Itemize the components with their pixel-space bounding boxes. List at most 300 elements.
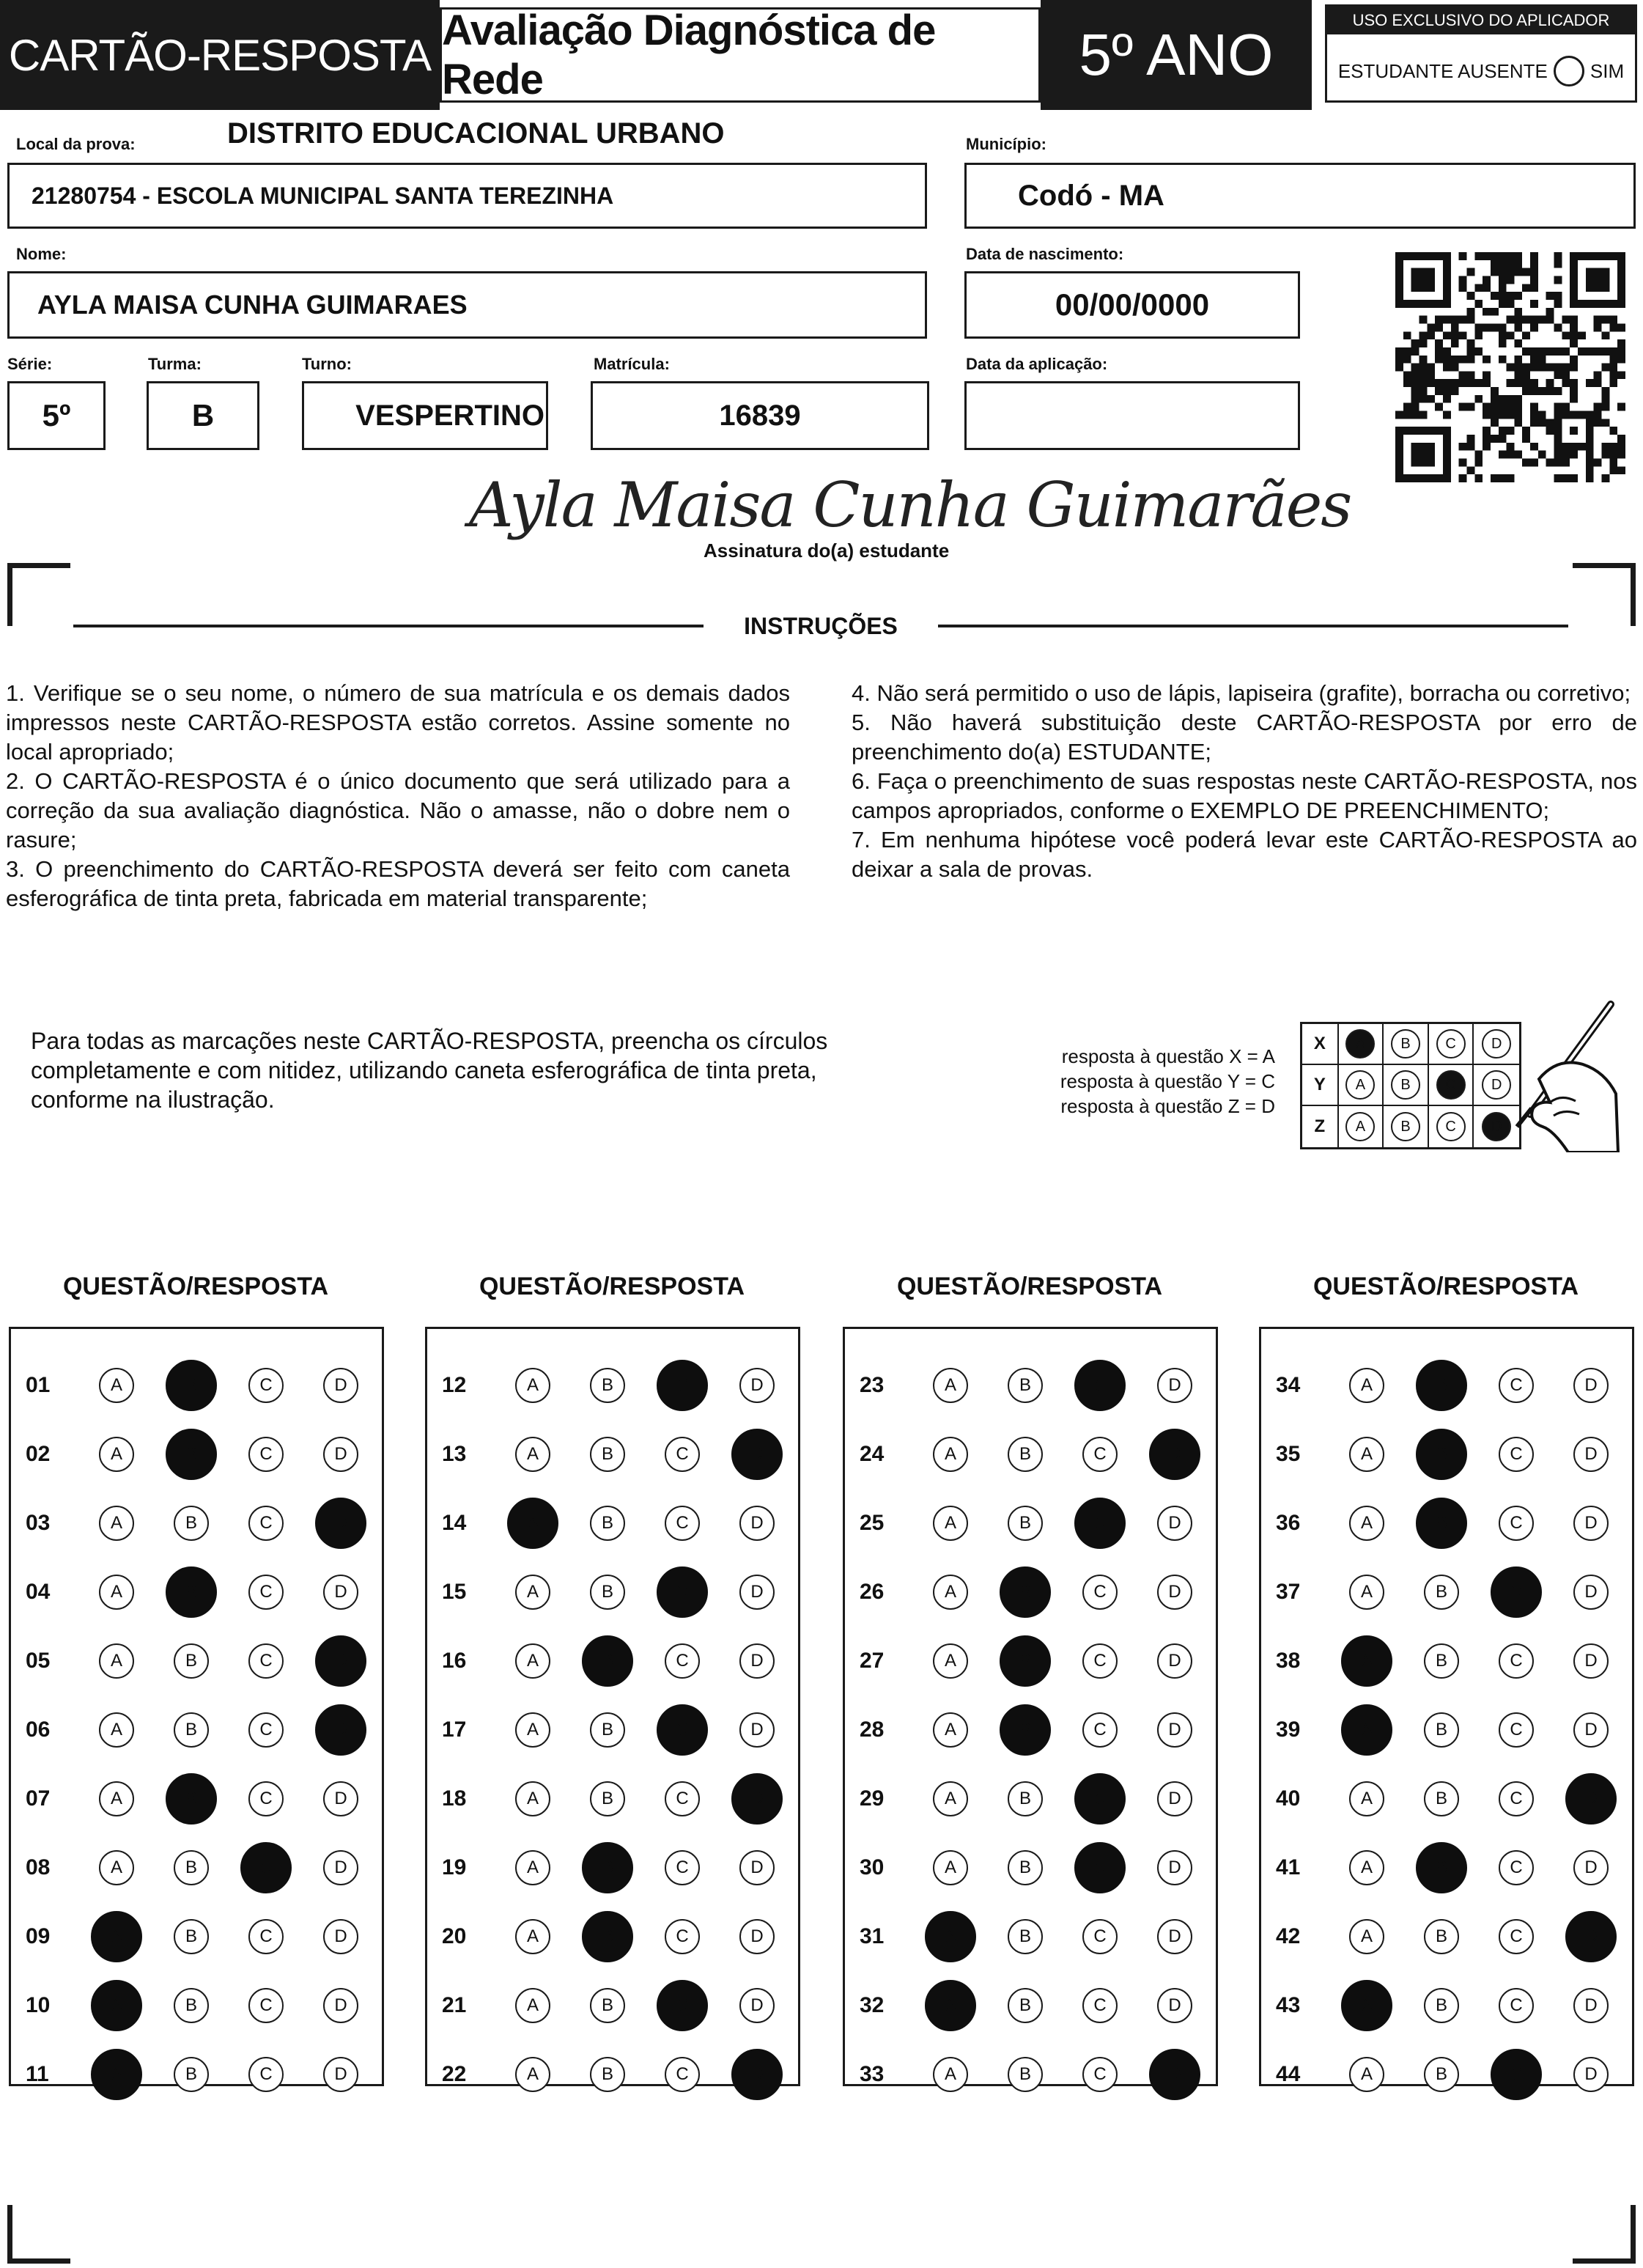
answer-bubble-d[interactable]: D [1565,1911,1617,1962]
question-number: 06 [26,1717,51,1742]
answer-bubble-b[interactable]: B [590,1368,625,1403]
answer-bubble-d[interactable]: D [731,2049,783,2100]
answer-bubble-d[interactable]: D [739,1368,775,1403]
answer-bubble-b[interactable]: B [174,1506,209,1541]
answer-row [427,1490,798,1556]
aplicacao-field[interactable] [964,381,1300,450]
answer-row [1261,2041,1632,2107]
answer-bubble-c[interactable]: C [657,1980,708,2031]
answer-bubble-c[interactable]: C [1074,1360,1126,1411]
answer-bubble-b[interactable]: B [590,2057,625,2092]
answer-bubble-a[interactable]: A [933,1506,968,1541]
answer-row [427,1421,798,1487]
question-number: 35 [1276,1442,1301,1466]
answer-bubble-a[interactable]: A [933,1712,968,1748]
answer-bubble-a[interactable]: A [1349,1368,1384,1403]
question-number: 44 [1276,2062,1301,2086]
answer-bubble-d[interactable]: D [323,2057,358,2092]
absent-label: ESTUDANTE AUSENTE [1337,59,1548,82]
answer-bubble-c[interactable]: C [248,1919,284,1954]
matricula-label: Matrícula: [594,355,670,373]
example-bubble: B [1391,1029,1420,1058]
answer-row [845,1835,1216,1901]
answer-bubble-a[interactable]: A [515,1643,550,1679]
answer-bubble-b[interactable]: B [1008,1919,1043,1954]
example-bubble: A [1345,1029,1375,1058]
answer-bubble-a[interactable]: A [933,1368,968,1403]
answer-bubble-c[interactable]: C [1082,2057,1118,2092]
answer-bubble-d[interactable]: D [1573,1575,1609,1610]
answer-bubble-b[interactable]: B [582,1635,633,1687]
answer-row [845,1490,1216,1556]
question-number: 17 [442,1717,467,1742]
example-question-label: Y [1302,1065,1339,1105]
example-option-cell [1339,1065,1384,1105]
question-number: 12 [442,1373,467,1397]
aplicacao-label: Data da aplicação: [966,355,1108,373]
answer-row [1261,1766,1632,1832]
answer-bubble-c[interactable]: C [1499,1437,1534,1472]
answer-bubble-a[interactable]: A [1349,1781,1384,1816]
answer-bubble-d[interactable]: D [323,1850,358,1885]
question-number: 02 [26,1442,51,1466]
answer-bubble-d[interactable]: D [1157,1919,1192,1954]
serie-label: Série: [7,355,53,373]
answer-row [845,1766,1216,1832]
answer-row [427,1973,798,2039]
answer-bubble-b[interactable]: B [1416,1498,1467,1549]
turma-label: Turma: [148,355,202,373]
question-number: 31 [860,1924,885,1948]
answer-bubble-b[interactable]: B [590,1781,625,1816]
answer-row [11,2041,382,2107]
answer-column-title: QUESTÃO/RESPOSTA [1312,1273,1579,1300]
answer-bubble-c[interactable]: C [665,2057,700,2092]
instruction-item: 4. Não será permitido o uso de lápis, lapiseira (grafite), borracha ou corretivo; [852,680,1631,706]
question-number: 34 [1276,1373,1301,1397]
corner-mark-bottom-right [1573,2205,1636,2264]
instruction-item: 1. Verifique se o seu nome, o número de sua matrícula e os demais dados impressos neste CARTÃO-RESPOSTA estão corretos. Assine somente no local apropriado; [6,680,790,765]
question-number: 18 [442,1786,467,1811]
answer-bubble-a[interactable]: A [515,1988,550,2023]
answer-bubble-d[interactable]: D [739,1643,775,1679]
example-bubble: B [1391,1070,1420,1100]
answer-bubble-d[interactable]: D [1573,1643,1609,1679]
answer-bubble-c[interactable]: C [1499,1781,1534,1816]
question-number: 30 [860,1855,885,1879]
answer-bubble-d[interactable]: D [315,1704,366,1756]
answer-bubble-b[interactable]: B [1008,1988,1043,2023]
answer-bubble-c[interactable]: C [1082,1643,1118,1679]
answer-bubble-b[interactable]: B [1424,1919,1459,1954]
answer-column-2 [425,1327,800,2086]
answer-bubble-c[interactable]: C [240,1842,292,1893]
answer-bubble-b[interactable]: B [582,1842,633,1893]
answer-row [11,1490,382,1556]
question-number: 26 [860,1580,885,1604]
answer-row [845,1628,1216,1694]
answer-row [11,1904,382,1970]
example-option-cell [1339,1106,1384,1147]
answer-bubble-a[interactable]: A [515,1919,550,1954]
answer-row [1261,1421,1632,1487]
answer-bubble-a[interactable]: A [99,1850,134,1885]
answer-bubble-d[interactable]: D [739,1919,775,1954]
answer-bubble-a[interactable]: A [933,1781,968,1816]
question-number: 21 [442,1993,467,2017]
example-bubble: D [1482,1112,1511,1141]
answer-column-4 [1259,1327,1634,2086]
answer-bubble-d[interactable]: D [1157,1506,1192,1541]
municipio-label: Município: [966,135,1046,153]
answer-row [845,2041,1216,2107]
answer-row [1261,1628,1632,1694]
district-name: DISTRITO EDUCACIONAL URBANO [227,117,725,150]
answer-bubble-a[interactable]: A [515,1712,550,1748]
corner-mark-top-right [1573,563,1636,626]
answer-column-1 [9,1327,384,2086]
answer-bubble-b[interactable]: B [1000,1566,1051,1618]
turno-field[interactable]: VESPERTINO [302,381,548,450]
answer-bubble-a[interactable]: A [99,1712,134,1748]
example-option-cell [1429,1065,1474,1105]
answer-bubble-a[interactable]: A [1349,1437,1384,1472]
example-bubble: C [1436,1070,1466,1100]
answer-row [427,1766,798,1832]
answer-bubble-c[interactable]: C [1082,1988,1118,2023]
answer-bubble-a[interactable]: A [91,1911,142,1962]
answer-bubble-d[interactable]: D [1157,1575,1192,1610]
answer-bubble-b[interactable]: B [174,1712,209,1748]
answer-bubble-b[interactable]: B [1008,2057,1043,2092]
example-question-label: Z [1302,1106,1339,1147]
answer-bubble-a[interactable]: A [933,2057,968,2092]
answer-bubble-d[interactable]: D [323,1919,358,1954]
example-legend-item: resposta à questão Y = C [1060,1070,1275,1092]
question-number: 42 [1276,1924,1301,1948]
answer-bubble-c[interactable]: C [1074,1498,1126,1549]
answer-bubble-c[interactable]: C [657,1704,708,1756]
question-number: 13 [442,1442,467,1466]
question-number: 24 [860,1442,885,1466]
question-number: 43 [1276,1993,1301,2017]
answer-bubble-d[interactable]: D [323,1575,358,1610]
answer-row [845,1421,1216,1487]
answer-bubble-d[interactable]: D [323,1781,358,1816]
answer-bubble-b[interactable]: B [1424,1781,1459,1816]
school-field[interactable]: 21280754 - ESCOLA MUNICIPAL SANTA TEREZINHA [7,163,927,229]
answer-bubble-b[interactable]: B [582,1911,633,1962]
answer-bubble-c[interactable]: C [1499,1850,1534,1885]
answer-bubble-b[interactable]: B [1416,1429,1467,1480]
answer-bubble-c[interactable]: C [665,1506,700,1541]
answer-bubble-c[interactable]: C [657,1566,708,1618]
answer-bubble-c[interactable]: C [665,1437,700,1472]
answer-bubble-d[interactable]: D [1157,1368,1192,1403]
answer-bubble-b[interactable]: B [1424,1643,1459,1679]
answer-bubble-d[interactable]: D [1157,1781,1192,1816]
answer-bubble-d[interactable]: D [1573,1368,1609,1403]
municipio-field[interactable]: Codó - MA [964,163,1636,229]
answer-row [845,1352,1216,1418]
answer-bubble-d[interactable]: D [1573,2057,1609,2092]
answer-bubble-c[interactable]: C [1491,1566,1542,1618]
instruction-item: 7. Em nenhuma hipótese você poderá levar este CARTÃO-RESPOSTA ao deixar a sala de provas. [852,827,1637,882]
answer-bubble-b[interactable]: B [1424,1988,1459,2023]
answer-row [427,1352,798,1418]
answer-bubble-c[interactable]: C [665,1643,700,1679]
question-number: 32 [860,1993,885,2017]
answer-bubble-a[interactable]: A [925,1980,976,2031]
nascimento-field[interactable]: 00/00/0000 [964,271,1300,339]
answer-bubble-d[interactable]: D [323,1368,358,1403]
answer-bubble-b[interactable]: B [174,2057,209,2092]
answer-bubble-a[interactable]: A [933,1437,968,1472]
answer-bubble-b[interactable]: B [590,1437,625,1472]
answer-bubble-c[interactable]: C [248,1781,284,1816]
answer-bubble-c[interactable]: C [248,1575,284,1610]
answer-bubble-a[interactable]: A [99,1506,134,1541]
answer-bubble-a[interactable]: A [933,1643,968,1679]
answer-bubble-d[interactable]: D [731,1773,783,1825]
example-option-cell [1429,1024,1474,1064]
answer-row [845,1559,1216,1625]
answer-bubble-d[interactable]: D [1573,1437,1609,1472]
example-option-cell [1429,1106,1474,1147]
answer-bubble-c[interactable]: C [1499,1506,1534,1541]
answer-bubble-b[interactable]: B [1008,1781,1043,1816]
question-number: 11 [26,2062,49,2086]
answer-bubble-a[interactable]: A [1349,1575,1384,1610]
hand-with-pen-icon [1488,998,1620,1152]
answer-bubble-b[interactable]: B [1000,1635,1051,1687]
answer-bubble-a[interactable]: A [1341,1980,1392,2031]
example-option-cell [1384,1106,1429,1147]
answer-bubble-c[interactable]: C [1082,1712,1118,1748]
answer-bubble-b[interactable]: B [590,1712,625,1748]
answer-bubble-a[interactable]: A [515,1368,550,1403]
question-number: 41 [1276,1855,1301,1879]
absent-checkbox[interactable] [1554,56,1584,86]
answer-bubble-d[interactable]: D [315,1635,366,1687]
answer-bubble-b[interactable]: B [174,1988,209,2023]
answer-bubble-b[interactable]: B [1008,1368,1043,1403]
answer-bubble-c[interactable]: C [1499,1919,1534,1954]
answer-bubble-a[interactable]: A [515,1850,550,1885]
instruction-item: 6. Faça o preenchimento de suas respostas neste CARTÃO-RESPOSTA, nos campos apropriados, conforme o EXEMPLO DE PREENCHIMENTO; [852,768,1637,823]
answer-bubble-a[interactable]: A [515,1781,550,1816]
answer-row [11,1697,382,1763]
applicator-box [1325,4,1637,103]
answer-row [427,1904,798,1970]
answer-bubble-d[interactable]: D [323,1437,358,1472]
matricula-field[interactable]: 16839 [591,381,929,450]
answer-row [1261,1490,1632,1556]
answer-bubble-b[interactable]: B [1416,1360,1467,1411]
answer-bubble-d[interactable]: D [739,1506,775,1541]
answer-bubble-c[interactable]: C [248,1712,284,1748]
answer-bubble-d[interactable]: D [739,1850,775,1885]
answer-bubble-b[interactable]: B [166,1566,217,1618]
turma-field[interactable]: B [147,381,259,450]
answer-bubble-a[interactable]: A [99,1368,134,1403]
answer-bubble-b[interactable]: B [174,1850,209,1885]
answer-row [427,1697,798,1763]
answer-row [427,2041,798,2107]
answer-bubble-d[interactable]: D [1573,1850,1609,1885]
answer-bubble-c[interactable]: C [1074,1773,1126,1825]
answer-bubble-c[interactable]: C [1499,1643,1534,1679]
answer-bubble-b[interactable]: B [590,1575,625,1610]
answer-bubble-d[interactable]: D [739,1712,775,1748]
answer-bubble-a[interactable]: A [933,1575,968,1610]
answer-row [11,1559,382,1625]
example-bubble: A [1345,1112,1375,1141]
example-row [1302,1106,1519,1147]
answer-bubble-d[interactable]: D [1157,1712,1192,1748]
serie-field[interactable]: 5º [7,381,106,450]
nome-field[interactable]: AYLA MAISA CUNHA GUIMARAES [7,271,927,339]
answer-bubble-a[interactable]: A [99,1643,134,1679]
answer-column-title: QUESTÃO/RESPOSTA [62,1273,329,1300]
answer-bubble-d[interactable]: D [1573,1712,1609,1748]
answer-bubble-b[interactable]: B [166,1360,217,1411]
answer-bubble-c[interactable]: C [1082,1919,1118,1954]
answer-bubble-b[interactable]: B [1008,1850,1043,1885]
question-number: 25 [860,1511,885,1535]
answer-bubble-b[interactable]: B [590,1988,625,2023]
answer-bubble-c[interactable]: C [248,1988,284,2023]
turno-label: Turno: [302,355,352,373]
answer-bubble-d[interactable]: D [1149,1429,1200,1480]
answer-bubble-d[interactable]: D [1157,1988,1192,2023]
answer-bubble-c[interactable]: C [1499,1368,1534,1403]
instruction-item: 5. Não haverá substituição deste CARTÃO-RESPOSTA por erro de preenchimento do(a) ESTUDANTE; [852,710,1637,765]
answer-bubble-c[interactable]: C [665,1919,700,1954]
example-text: Para todas as marcações neste CARTÃO-RESPOSTA, preencha os círculos completamente e com nitidez, utilizando caneta esferográfica de tinta preta, conforme na ilustração. [31,1028,828,1113]
answer-bubble-a[interactable]: A [925,1911,976,1962]
answer-bubble-b[interactable]: B [166,1773,217,1825]
nome-label: Nome: [16,245,67,263]
answer-bubble-d[interactable]: D [1573,1988,1609,2023]
answer-row [845,1904,1216,1970]
question-number: 14 [442,1511,467,1535]
answer-bubble-b[interactable]: B [1008,1437,1043,1472]
answer-bubble-c[interactable]: C [248,1643,284,1679]
answer-row [11,1835,382,1901]
answer-bubble-d[interactable]: D [323,1988,358,2023]
instruction-item: 3. O preenchimento do CARTÃO-RESPOSTA deverá ser feito com caneta esferográfica de tinta preta, fabricada em material transparente; [6,856,790,911]
answer-bubble-d[interactable]: D [1157,1643,1192,1679]
answer-bubble-c[interactable]: C [657,1360,708,1411]
answer-bubble-c[interactable]: C [248,1506,284,1541]
example-option-cell [1384,1065,1429,1105]
answer-row [11,1766,382,1832]
answer-bubble-a[interactable]: A [933,1850,968,1885]
answer-bubble-b[interactable]: B [1424,2057,1459,2092]
answer-bubble-b[interactable]: B [1424,1712,1459,1748]
answer-bubble-d[interactable]: D [739,1575,775,1610]
answer-row [11,1352,382,1418]
answer-bubble-a[interactable]: A [515,2057,550,2092]
answer-bubble-c[interactable]: C [1491,2049,1542,2100]
example-bubble: D [1482,1070,1511,1100]
answer-bubble-a[interactable]: A [1349,1850,1384,1885]
answer-bubble-a[interactable]: A [1349,1919,1384,1954]
answer-bubble-d[interactable]: D [1149,2049,1200,2100]
question-number: 29 [860,1786,885,1811]
answer-bubble-c[interactable]: C [665,1781,700,1816]
answer-bubble-d[interactable]: D [1565,1773,1617,1825]
question-number: 37 [1276,1580,1301,1604]
answer-column-title: QUESTÃO/RESPOSTA [479,1273,745,1300]
question-number: 22 [442,2062,467,2086]
answer-bubble-a[interactable]: A [1341,1635,1392,1687]
answer-bubble-d[interactable]: D [731,1429,783,1480]
question-number: 09 [26,1924,51,1948]
answer-row [427,1559,798,1625]
answer-bubble-d[interactable]: D [315,1498,366,1549]
answer-bubble-d[interactable]: D [739,1988,775,2023]
answer-bubble-b[interactable]: B [166,1429,217,1480]
answer-bubble-a[interactable]: A [515,1437,550,1472]
answer-bubble-c[interactable]: C [1499,1988,1534,2023]
divider [73,625,704,627]
answer-row [11,1421,382,1487]
answer-bubble-a[interactable]: A [1349,2057,1384,2092]
answer-bubble-c[interactable]: C [1074,1842,1126,1893]
answer-bubble-c[interactable]: C [248,1368,284,1403]
answer-bubble-b[interactable]: B [1008,1506,1043,1541]
question-number: 10 [26,1993,51,2017]
answer-row [1261,1352,1632,1418]
answer-bubble-c[interactable]: C [665,1850,700,1885]
answer-bubble-b[interactable]: B [1424,1575,1459,1610]
answer-bubble-a[interactable]: A [507,1498,558,1549]
answer-bubble-c[interactable]: C [1082,1437,1118,1472]
answer-bubble-d[interactable]: D [1573,1506,1609,1541]
absent-option: SIM [1590,59,1625,82]
question-number: 04 [26,1580,51,1604]
answer-bubble-a[interactable]: A [91,2049,142,2100]
answer-bubble-b[interactable]: B [174,1919,209,1954]
question-number: 03 [26,1511,51,1535]
answer-row [845,1697,1216,1763]
answer-row [1261,1835,1632,1901]
answer-bubble-b[interactable]: B [174,1643,209,1679]
answer-row [11,1628,382,1694]
answer-bubble-b[interactable]: B [590,1506,625,1541]
answer-bubble-c[interactable]: C [1082,1575,1118,1610]
answer-bubble-c[interactable]: C [1499,1712,1534,1748]
answer-bubble-b[interactable]: B [1416,1842,1467,1893]
example-legend-item: resposta à questão Z = D [1060,1095,1275,1117]
answer-bubble-a[interactable]: A [91,1980,142,2031]
question-number: 38 [1276,1649,1301,1673]
answer-bubble-d[interactable]: D [1157,1850,1192,1885]
answer-bubble-a[interactable]: A [1341,1704,1392,1756]
answer-bubble-a[interactable]: A [99,1575,134,1610]
question-number: 39 [1276,1717,1301,1742]
answer-bubble-c[interactable]: C [248,2057,284,2092]
answer-bubble-c[interactable]: C [248,1437,284,1472]
answer-bubble-b[interactable]: B [1000,1704,1051,1756]
answer-bubble-a[interactable]: A [99,1781,134,1816]
answer-bubble-a[interactable]: A [1349,1506,1384,1541]
answer-row [1261,1904,1632,1970]
answer-bubble-a[interactable]: A [99,1437,134,1472]
answer-bubble-a[interactable]: A [515,1575,550,1610]
